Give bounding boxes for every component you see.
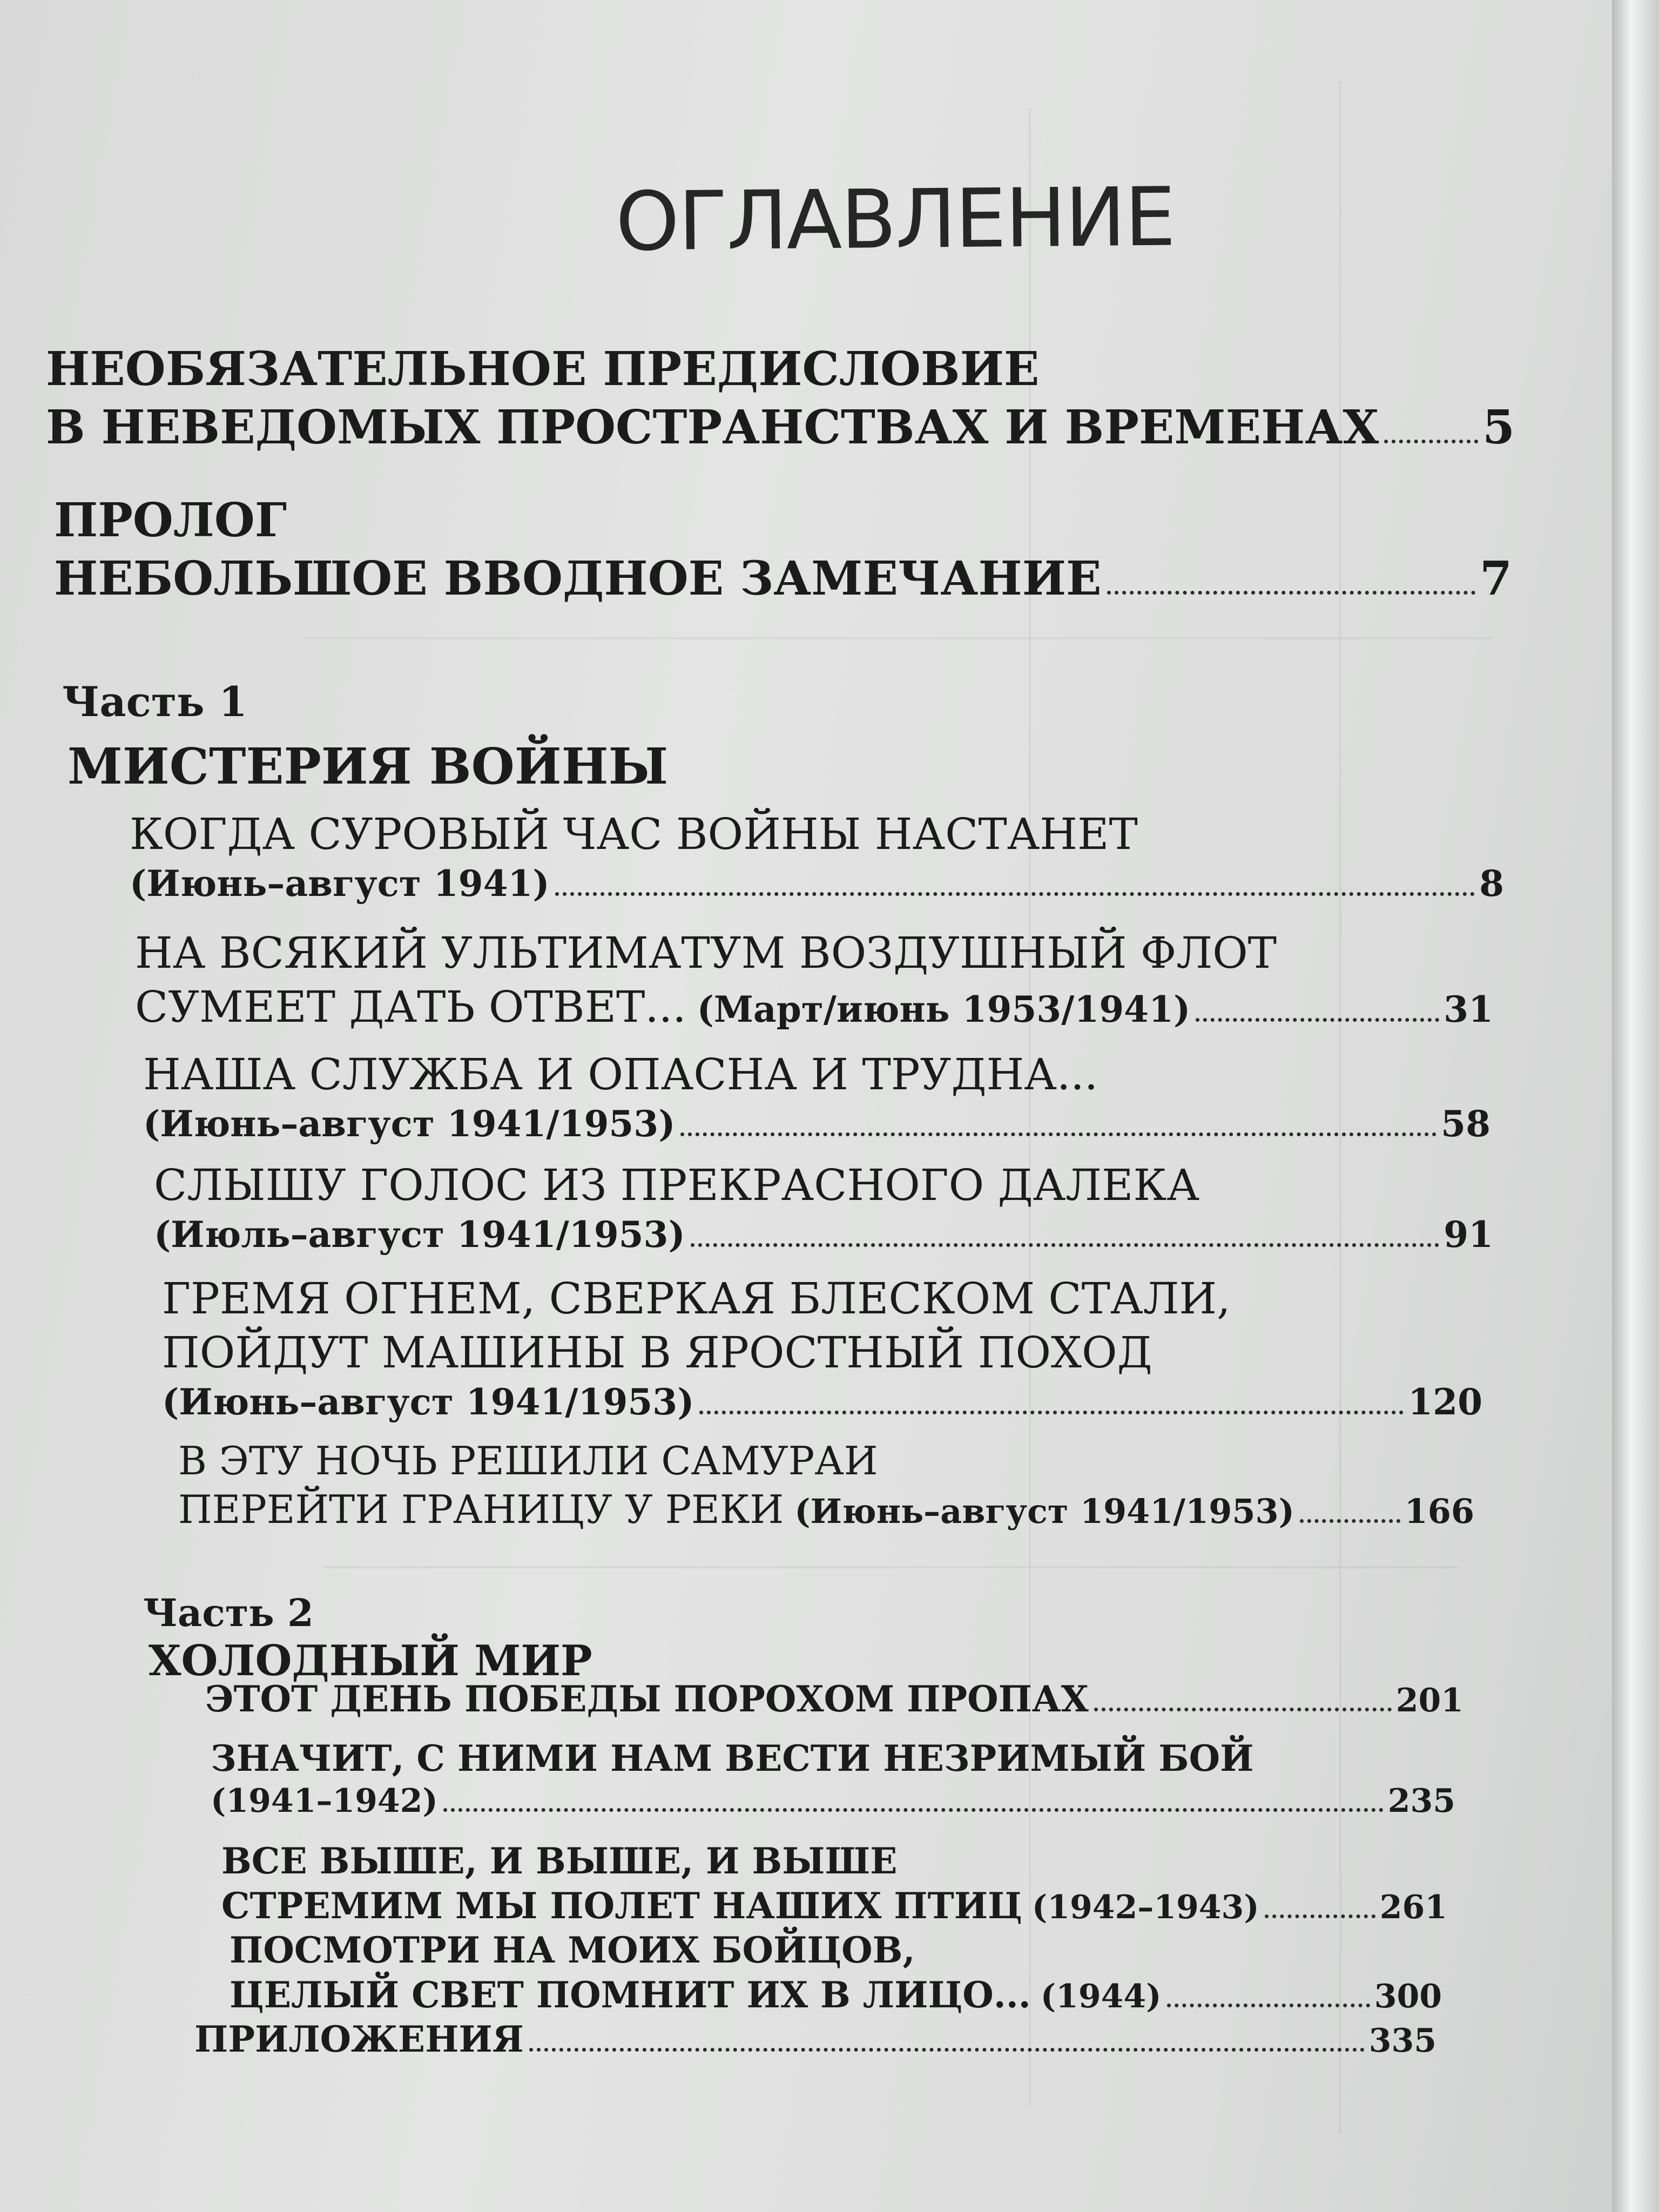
entry-title-line: ПРИЛОЖЕНИЯ [194,2018,524,2060]
toc-entry-foreword [46,340,1515,456]
toc-entry-chapter [205,1677,1464,1722]
dot-leader [691,1243,1439,1247]
page-number: 235 [1387,1782,1455,1820]
entry-date: (Июль–август 1941/1953) [154,1213,685,1256]
entry-title-line: ПЕРЕЙТИ ГРАНИЦУ У РЕКИ [178,1487,784,1532]
page-title: ОГЛАВЛЕНИЕ [615,170,1175,269]
page-number: 58 [1441,1103,1491,1145]
entry-date: (Июнь–август 1941/1953) [143,1103,676,1145]
entry-title-line: ВСЕ ВЫШЕ, И ВЫШЕ, И ВЫШЕ [221,1840,898,1882]
entry-title-line: ЗНАЧИТ, С НИМИ НАМ ВЕСТИ НЕЗРИМЫЙ БОЙ [211,1737,1254,1779]
entry-title-line: СУМЕЕТ ДАТЬ ОТВЕТ... [135,982,686,1032]
dot-leader [1094,1708,1392,1711]
toc-entry-chapter [130,807,1504,906]
entry-title-line: ЦЕЛЫЙ СВЕТ ПОМНИТ ИХ В ЛИЦО... [230,1973,1031,2016]
part-label: Часть 1 [62,678,247,726]
page-number: 166 [1404,1492,1474,1531]
page-number: 5 [1482,400,1515,455]
entry-title-line: В ЭТУ НОЧЬ РЕШИЛИ САМУРАИ [178,1438,878,1483]
toc-entry-chapter [135,926,1493,1034]
toc-entry-prologue [54,491,1512,608]
toc-entry-appendix [194,2017,1437,2062]
page-edge [1612,0,1659,2212]
entry-title-line: ЭТОТ ДЕНЬ ПОБЕДЫ ПОРОХОМ ПРОПАХ [205,1678,1089,1720]
page-number: 300 [1374,1977,1442,2015]
page-number: 91 [1444,1213,1493,1256]
part-title: ХОЛОДНЫЙ МИР [149,1636,592,1685]
entry-title-line: ПРОЛОГ [54,493,287,548]
dot-leader [1384,440,1478,443]
bleed-through-line [302,637,1491,639]
toc-entry-chapter [162,1272,1482,1425]
page-number: 201 [1395,1682,1464,1719]
dot-leader [529,2048,1365,2052]
bleed-through-line [324,1566,1458,1568]
page-number: 31 [1444,988,1493,1030]
entry-date: (Июнь–август 1941/1953) [794,1492,1294,1531]
toc-entry-chapter [230,1928,1442,2017]
entry-title-line: НАША СЛУЖБА И ОПАСНА И ТРУДНА... [143,1049,1098,1100]
entry-title-line: НА ВСЯКИЙ УЛЬТИМАТУМ ВОЗДУШНЫЙ ФЛОТ [135,928,1277,978]
entry-date: (1941–1942) [211,1782,438,1820]
entry-date: (Июнь–август 1941/1953) [162,1381,694,1423]
entry-title-line: КОГДА СУРОВЫЙ ЧАС ВОЙНЫ НАСТАНЕТ [130,809,1138,859]
page-number: 335 [1368,2022,1437,2060]
dot-leader [1265,1914,1375,1918]
page-number: 261 [1379,1888,1447,1926]
page-number: 8 [1479,862,1504,905]
dot-leader [555,892,1475,896]
entry-title-line: НЕБОЛЬШОЕ ВВОДНОЕ ЗАМЕЧАНИЕ [54,551,1102,606]
dot-leader [1196,1018,1439,1022]
dot-leader [680,1132,1437,1136]
entry-date: (Март/июнь 1953/1941) [697,988,1191,1030]
entry-title-line: ПОЙДУТ МАШИНЫ В ЯРОСТНЫЙ ПОХОД [162,1327,1152,1378]
entry-date: (Июнь–август 1941) [130,862,550,905]
dot-leader [1107,591,1476,595]
entry-date: (1944) [1040,1977,1162,2015]
page-number: 7 [1480,551,1512,606]
entry-title-line: СЛЫШУ ГОЛОС ИЗ ПРЕКРАСНОГО ДАЛЕКА [154,1160,1199,1210]
dot-leader [443,1808,1384,1812]
toc-entry-chapter [143,1048,1491,1147]
entry-date: (1942–1943) [1031,1888,1259,1926]
part-title: МИСТЕРИЯ ВОЙНЫ [68,737,669,795]
entry-title-line: НЕОБЯЗАТЕЛЬНОЕ ПРЕДИСЛОВИЕ [46,342,1040,396]
entry-title-line: СТРЕМИМ МЫ ПОЛЕТ НАШИХ ПТИЦ [221,1884,1022,1927]
entry-title-line: ГРЕМЯ ОГНЕМ, СВЕРКАЯ БЛЕСКОМ СТАЛИ, [162,1273,1231,1324]
dot-leader [1167,2004,1370,2007]
toc-entry-chapter [154,1158,1493,1257]
dot-leader [1300,1519,1400,1523]
part-label: Часть 2 [143,1590,314,1635]
entry-title-line: ПОСМОТРИ НА МОИХ БОЙЦОВ, [230,1929,915,1971]
toc-entry-chapter [178,1437,1474,1534]
toc-entry-chapter [211,1736,1455,1822]
dot-leader [699,1411,1404,1414]
toc-entry-chapter [221,1839,1447,1928]
page-number: 120 [1408,1381,1482,1423]
entry-title-line: В НЕВЕДОМЫХ ПРОСТРАНСТВАХ И ВРЕМЕНАХ [46,400,1379,455]
